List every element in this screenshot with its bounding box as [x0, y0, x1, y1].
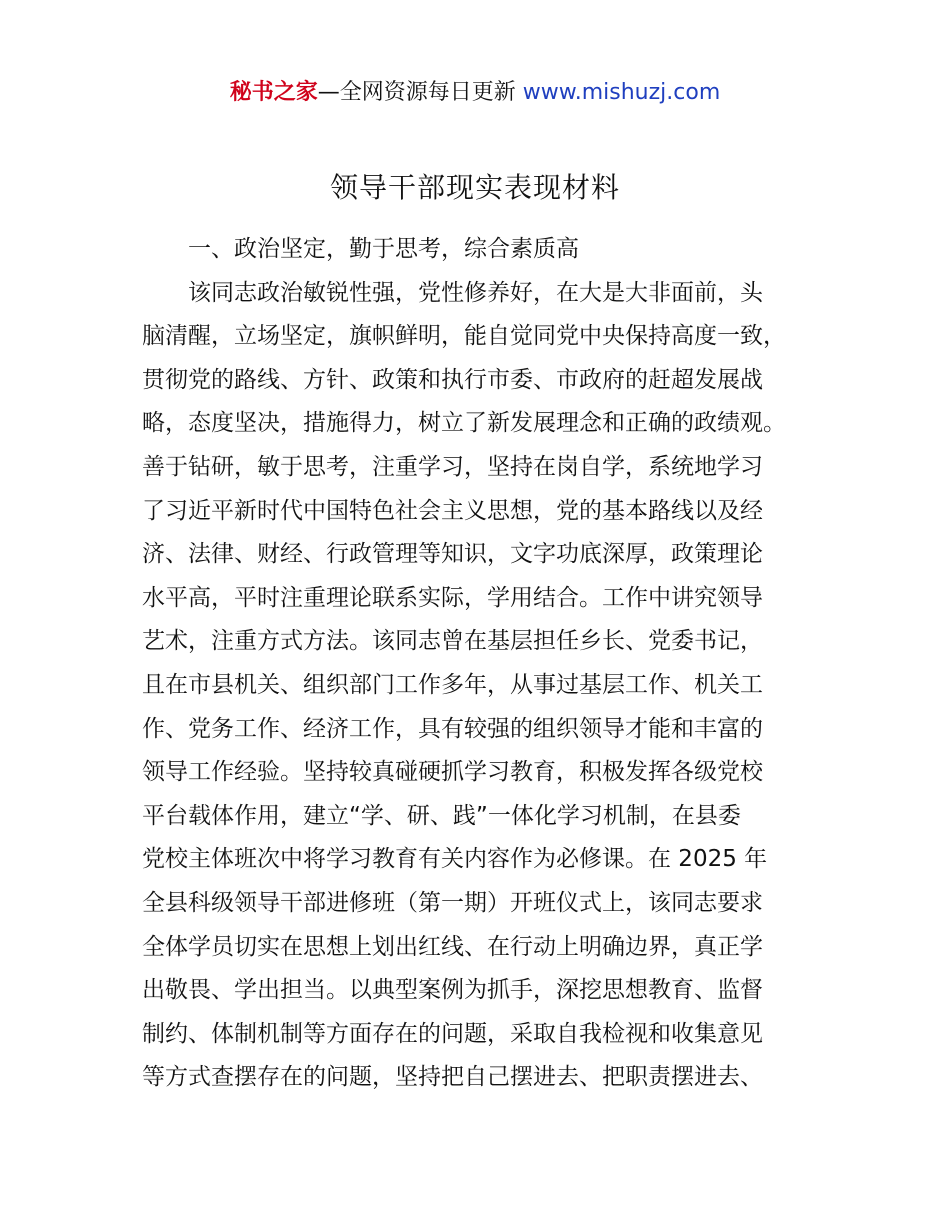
- paragraph-line: 全县科级领导干部进修班（第一期）开班仪式上，该同志要求: [142, 889, 763, 916]
- paragraph-line: 济、法律、财经、行政管理等知识，文字功底深厚，政策理论: [142, 541, 763, 568]
- paragraph-line: 了习近平新时代中国特色社会主义思想，党的基本路线以及经: [142, 497, 763, 524]
- header-tagline: —全网资源每日更新: [317, 80, 523, 105]
- paragraph-line: 作、党务工作、经济工作，具有较强的组织领导才能和丰富的: [142, 715, 763, 742]
- paragraph-line: 贯彻党的路线、方针、政策和执行市委、市政府的赶超发展战: [142, 366, 763, 393]
- paragraph-line: 领导工作经验。坚持较真碰硬抓学习教育，积极发挥各级党校: [142, 759, 763, 786]
- paragraph-line: 出敬畏、学出担当。以典型案例为抓手，深挖思想教育、监督: [142, 977, 763, 1004]
- site-header: [0, 78, 950, 108]
- brand-name: 秘书之家: [229, 80, 318, 105]
- paragraph-line: 脑清醒，立场坚定，旗帜鲜明，能自觉同党中央保持高度一致，: [142, 323, 786, 350]
- paragraph-line: 党校主体班次中将学习教育有关内容作为必修课。在 2025 年: [142, 846, 768, 873]
- paragraph-line: 平台载体作用，建立“学、研、践”一体化学习机制，在县委: [142, 802, 741, 829]
- paragraph-line: 略，态度坚决，措施得力，树立了新发展理念和正确的政绩观。: [142, 410, 786, 437]
- paragraph-line: 等方式查摆存在的问题，坚持把自己摆进去、把职责摆进去、: [142, 1064, 763, 1091]
- page-title: 领导干部现实表现材料: [329, 171, 620, 204]
- paragraph-line: 艺术，注重方式方法。该同志曾在基层担任乡长、党委书记，: [142, 628, 763, 655]
- paragraph-line: 该同志政治敏锐性强，党性修养好，在大是大非面前，头: [188, 279, 763, 306]
- section-heading: 一、政治坚定，勤于思考，综合素质高: [188, 236, 579, 262]
- site-url-link[interactable]: www.mishuzj.com: [522, 80, 721, 105]
- document-body: [142, 228, 822, 1100]
- paragraph-line: 全体学员切实在思想上划出红线、在行动上明确边界，真正学: [142, 933, 763, 960]
- paragraph-line: 善于钻研，敏于思考，注重学习，坚持在岗自学，系统地学习: [142, 453, 763, 480]
- paragraph-line: 水平高，平时注重理论联系实际，学用结合。工作中讲究领导: [142, 584, 763, 611]
- paragraph-line: 制约、体制机制等方面存在的问题，采取自我检视和收集意见: [142, 1020, 763, 1047]
- paragraph-line: 且在市县机关、组织部门工作多年，从事过基层工作、机关工: [142, 671, 763, 698]
